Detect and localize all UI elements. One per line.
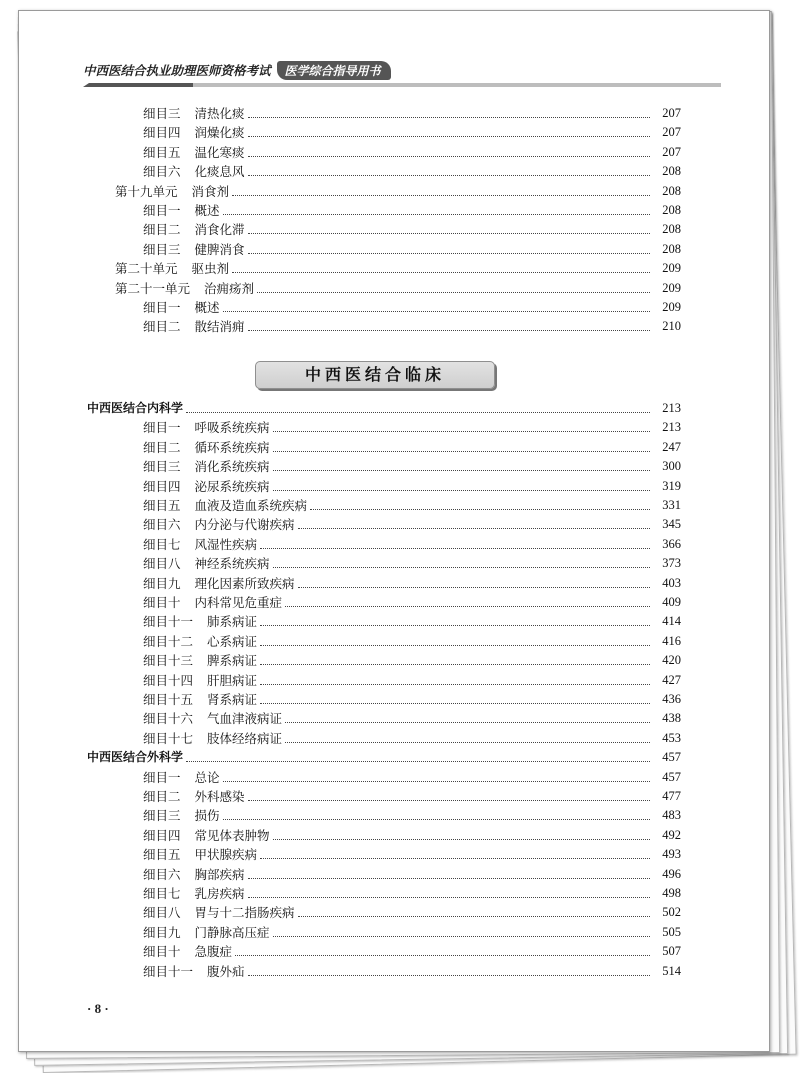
toc-entry-page: 345 bbox=[662, 517, 681, 532]
toc-entry-number: 细目四 bbox=[143, 478, 181, 494]
toc-entry-title: 内科常见危重症 bbox=[194, 595, 283, 610]
toc-entry-label bbox=[143, 903, 295, 922]
toc-entry-page: 403 bbox=[662, 575, 681, 590]
toc-entry-page: 496 bbox=[662, 866, 681, 881]
dot-leader bbox=[260, 703, 650, 704]
toc-entry-number: 细目一 bbox=[143, 420, 181, 436]
toc-entry-title: 清热化痰 bbox=[194, 106, 245, 121]
toc-entry-label bbox=[143, 496, 307, 515]
toc-entry-page: 493 bbox=[662, 847, 681, 862]
toc-entry-number: 细目六 bbox=[143, 517, 181, 533]
dot-leader bbox=[273, 470, 650, 471]
toc-entry-label bbox=[143, 923, 270, 942]
header-title: 中西医结合执业助理医师资格考试 bbox=[83, 63, 271, 78]
toc-entry-title: 急腹症 bbox=[194, 944, 233, 960]
dot-leader bbox=[260, 858, 650, 859]
toc-entry-number: 细目一 bbox=[143, 769, 181, 785]
toc-entry-title: 消化系统疾病 bbox=[194, 459, 270, 475]
toc-entry-number: 第二十一单元 bbox=[115, 280, 191, 296]
toc-entry bbox=[143, 104, 681, 123]
toc-entry-number: 细目二 bbox=[143, 222, 181, 238]
toc-entry-number: 细目六 bbox=[143, 164, 181, 180]
toc-entry-label bbox=[143, 671, 257, 690]
toc-entry bbox=[143, 220, 681, 239]
toc-entry bbox=[143, 768, 681, 787]
toc-entry bbox=[143, 865, 681, 884]
toc-entry-label bbox=[143, 942, 232, 961]
toc-entry-page: 210 bbox=[662, 319, 681, 334]
toc-entry-number: 细目十五 bbox=[143, 692, 194, 707]
toc-entry-title: 甲状腺疾病 bbox=[194, 847, 258, 863]
dot-leader bbox=[232, 195, 650, 196]
toc-entry-page: 373 bbox=[662, 556, 681, 571]
toc-entry-number: 细目七 bbox=[143, 886, 181, 901]
toc-entry bbox=[143, 240, 681, 259]
dot-leader bbox=[248, 800, 650, 801]
toc-entry-title: 驱虫剂 bbox=[191, 261, 230, 277]
dot-leader bbox=[310, 509, 650, 510]
toc-entry-label bbox=[143, 457, 270, 476]
toc-entry-label bbox=[143, 554, 270, 573]
toc-entry-number: 细目三 bbox=[143, 459, 181, 475]
toc-entry-title: 消食化滞 bbox=[194, 222, 245, 238]
toc-entry-page: 498 bbox=[662, 886, 681, 900]
toc-unit-entry bbox=[115, 182, 681, 201]
toc-entry-title: 循环系统疾病 bbox=[194, 439, 270, 455]
toc-entry-number: 细目八 bbox=[143, 556, 181, 572]
toc-entry-label bbox=[143, 220, 245, 239]
toc-entry-label bbox=[87, 748, 183, 767]
toc-entry bbox=[143, 671, 681, 690]
toc-entry bbox=[143, 457, 681, 476]
toc-entry bbox=[143, 903, 681, 922]
toc-entry bbox=[143, 612, 681, 631]
toc-entry-label bbox=[143, 574, 295, 593]
toc-entry-title: 内分泌与代谢疾病 bbox=[194, 517, 295, 533]
toc-entry-number: 细目十二 bbox=[143, 633, 194, 649]
toc-entry bbox=[143, 923, 681, 942]
toc-entry bbox=[143, 826, 681, 845]
toc-entry bbox=[143, 632, 681, 651]
dot-leader bbox=[248, 878, 650, 879]
toc-entry bbox=[143, 729, 681, 748]
toc-entry-page: 483 bbox=[662, 808, 681, 823]
toc-entry-number: 细目五 bbox=[143, 498, 181, 513]
toc-entry-label bbox=[143, 612, 257, 631]
toc-entry-number: 细目二 bbox=[143, 789, 181, 804]
toc-entry-title: 常见体表肿物 bbox=[194, 827, 270, 843]
toc-entry-label bbox=[115, 279, 254, 298]
toc-entry-number: 细目二 bbox=[143, 319, 181, 335]
toc-entry-title: 总论 bbox=[194, 769, 220, 785]
toc-entry-title: 气血津液病证 bbox=[207, 711, 283, 727]
toc-entry-title: 泌尿系统疾病 bbox=[194, 478, 270, 494]
dot-leader bbox=[285, 742, 650, 743]
toc-entry-label bbox=[143, 787, 245, 806]
toc-entry-label bbox=[143, 162, 245, 181]
dot-leader bbox=[260, 645, 650, 646]
toc-entry-label bbox=[143, 515, 295, 534]
toc-entry-page: 208 bbox=[662, 222, 681, 237]
toc-entry-page: 416 bbox=[662, 633, 681, 648]
toc-entry-page: 213 bbox=[662, 420, 681, 435]
toc-entry bbox=[143, 574, 681, 593]
toc-entry-label bbox=[143, 690, 257, 709]
toc-entry-number: 细目十七 bbox=[143, 730, 194, 746]
toc-entry bbox=[143, 806, 681, 825]
toc-entry bbox=[143, 690, 681, 709]
toc-entry-number: 细目十 bbox=[143, 595, 181, 610]
toc-entry-number: 细目五 bbox=[143, 847, 181, 863]
toc-entry-title: 润燥化痰 bbox=[194, 125, 245, 141]
toc-entry-title: 胃与十二指肠疾病 bbox=[194, 905, 295, 921]
toc-entry-page: 414 bbox=[662, 614, 681, 629]
dot-leader bbox=[260, 664, 650, 665]
toc-entry bbox=[143, 651, 681, 670]
toc-entry-page: 453 bbox=[662, 730, 681, 745]
toc-entry-number: 细目八 bbox=[143, 905, 181, 921]
toc-entry-title: 理化因素所致疾病 bbox=[194, 575, 295, 591]
toc-entry-label bbox=[143, 806, 220, 825]
dot-leader bbox=[298, 916, 650, 917]
toc-entry-title: 血液及造血系统疾病 bbox=[194, 498, 308, 513]
toc-entry bbox=[143, 143, 681, 162]
toc-entry-title: 肺系病证 bbox=[207, 614, 258, 630]
header-rule bbox=[83, 83, 721, 87]
toc-entry-page: 409 bbox=[662, 595, 681, 609]
toc-entry-title: 健脾消食 bbox=[194, 241, 245, 257]
dot-leader bbox=[248, 897, 650, 898]
dot-leader bbox=[285, 606, 650, 607]
toc-entry-page: 436 bbox=[662, 692, 681, 706]
toc-entry-number: 细目三 bbox=[143, 241, 181, 257]
toc-entry-label bbox=[143, 477, 270, 496]
dot-leader bbox=[248, 253, 650, 254]
toc-entry-label bbox=[143, 865, 245, 884]
toc-entry-page: 477 bbox=[662, 789, 681, 803]
running-header bbox=[83, 59, 391, 81]
toc-chapter-entry bbox=[87, 748, 681, 767]
toc-entry-label bbox=[87, 399, 183, 418]
toc-entry-label bbox=[143, 962, 245, 981]
toc-entry-title: 化痰息风 bbox=[194, 164, 245, 180]
toc-entry-label bbox=[143, 768, 220, 787]
toc-entry-label bbox=[143, 845, 257, 864]
toc-entry-number: 细目十一 bbox=[143, 614, 194, 630]
dot-leader bbox=[273, 839, 650, 840]
dot-leader bbox=[285, 722, 650, 723]
toc-entry-number: 细目十 bbox=[143, 944, 181, 960]
toc-entry-page: 209 bbox=[662, 300, 681, 314]
toc-entry-number: 第十九单元 bbox=[115, 183, 178, 199]
toc-entry-number: 细目九 bbox=[143, 924, 181, 940]
toc-chapter-entry bbox=[87, 399, 681, 418]
page-number: · 8 · bbox=[87, 1001, 109, 1016]
toc-entry-page: 300 bbox=[662, 459, 681, 474]
dot-leader bbox=[298, 587, 650, 588]
dot-leader bbox=[223, 781, 650, 782]
toc-entry-label bbox=[143, 240, 245, 259]
toc-entry-page: 319 bbox=[662, 478, 681, 493]
toc-entry-label bbox=[143, 826, 270, 845]
toc-entry bbox=[143, 845, 681, 864]
toc-entry bbox=[143, 884, 681, 903]
toc-entry-page: 207 bbox=[662, 125, 681, 140]
dot-leader bbox=[273, 431, 650, 432]
toc-entry-title: 呼吸系统疾病 bbox=[194, 420, 270, 436]
toc-entry-label bbox=[143, 317, 245, 336]
dot-leader bbox=[273, 936, 650, 937]
toc-entry-label bbox=[143, 729, 282, 748]
toc-entry bbox=[143, 593, 681, 612]
toc-entry bbox=[143, 438, 681, 457]
dot-leader bbox=[248, 975, 650, 976]
toc-entry-page: 209 bbox=[662, 280, 681, 295]
toc-entry-page: 331 bbox=[662, 498, 681, 512]
toc-entry-page: 438 bbox=[662, 711, 681, 726]
dot-leader bbox=[248, 175, 650, 176]
toc-entry-number: 第二十单元 bbox=[115, 261, 178, 277]
toc-entry-title: 损伤 bbox=[194, 808, 220, 824]
toc-entry-page: 514 bbox=[662, 963, 681, 978]
dot-leader bbox=[223, 214, 650, 215]
toc-entry-number: 细目一 bbox=[143, 203, 181, 218]
toc-entry-number: 细目四 bbox=[143, 827, 181, 843]
dot-leader bbox=[248, 156, 650, 157]
dot-leader bbox=[223, 311, 650, 312]
toc-entry-label bbox=[143, 709, 282, 728]
toc-entry bbox=[143, 709, 681, 728]
dot-leader bbox=[260, 625, 650, 626]
toc-entry-title: 消食剂 bbox=[191, 183, 230, 199]
toc-entry-title: 中西医结合内科学 bbox=[87, 401, 184, 415]
dot-leader bbox=[273, 490, 650, 491]
toc-entry-number: 细目十六 bbox=[143, 711, 194, 727]
toc-entry-title: 乳房疾病 bbox=[194, 886, 245, 901]
toc-entry-page: 366 bbox=[662, 536, 681, 551]
toc-entry-label bbox=[143, 298, 220, 317]
toc-entry-page: 502 bbox=[662, 905, 681, 920]
toc-entry-label bbox=[143, 104, 245, 123]
toc-entry bbox=[143, 962, 681, 981]
toc-entry-title: 心系病证 bbox=[207, 633, 258, 649]
toc-entry-number: 细目四 bbox=[143, 125, 181, 141]
toc-entry-label bbox=[143, 201, 220, 220]
toc-entry-label bbox=[143, 123, 245, 142]
document-page bbox=[18, 10, 770, 1052]
header-badge: 医学综合指导用书 bbox=[277, 61, 391, 80]
toc-entry bbox=[143, 162, 681, 181]
toc-entry-number: 细目七 bbox=[143, 536, 181, 552]
toc-entry-number: 细目六 bbox=[143, 866, 181, 882]
toc-entry-title: 神经系统疾病 bbox=[194, 556, 270, 572]
toc-entry bbox=[143, 201, 681, 220]
section-banner: 中西医结合临床 bbox=[255, 361, 495, 389]
toc-entry-page: 457 bbox=[662, 750, 681, 765]
toc-entry-label bbox=[143, 651, 257, 670]
toc-entry-label bbox=[143, 418, 270, 437]
toc-entry-page: 207 bbox=[662, 144, 681, 159]
toc-entry-title: 治痈疡剂 bbox=[204, 280, 255, 296]
dot-leader bbox=[248, 330, 650, 331]
toc-entry-title: 温化寒痰 bbox=[194, 144, 245, 160]
toc-entry-title: 中西医结合外科学 bbox=[87, 750, 184, 765]
toc-entry-number: 细目十一 bbox=[143, 963, 194, 979]
toc-entry-page: 247 bbox=[662, 439, 681, 454]
toc-entry-number: 细目三 bbox=[143, 808, 181, 824]
toc-entry-label bbox=[143, 884, 245, 903]
toc-entry-label bbox=[115, 182, 229, 201]
toc-entry-title: 门静脉高压症 bbox=[194, 924, 270, 940]
dot-leader bbox=[260, 548, 650, 549]
toc-entry bbox=[143, 418, 681, 437]
toc-entry bbox=[143, 123, 681, 142]
toc-entry bbox=[143, 515, 681, 534]
toc-entry-title: 肢体经络病证 bbox=[207, 730, 283, 746]
dot-leader bbox=[257, 292, 650, 293]
dot-leader bbox=[232, 272, 650, 273]
toc-entry-title: 脾系病证 bbox=[207, 653, 258, 669]
toc-entry-label bbox=[115, 259, 229, 278]
dot-leader bbox=[260, 684, 650, 685]
toc-entry-number: 细目一 bbox=[143, 300, 181, 315]
toc-entry-label bbox=[143, 632, 257, 651]
toc-entry-number: 细目五 bbox=[143, 144, 181, 160]
toc-entry-label bbox=[143, 535, 257, 554]
toc-entry-title: 肾系病证 bbox=[207, 692, 258, 707]
dot-leader bbox=[235, 955, 650, 956]
dot-leader bbox=[248, 117, 650, 118]
toc-entry-page: 213 bbox=[662, 401, 681, 415]
toc-entry-label bbox=[143, 593, 282, 612]
dot-leader bbox=[223, 819, 650, 820]
dot-leader bbox=[298, 528, 650, 529]
dot-leader bbox=[248, 136, 650, 137]
toc-entry bbox=[143, 942, 681, 961]
toc-entry-title: 胸部疾病 bbox=[194, 866, 245, 882]
toc-entry-title: 外科感染 bbox=[194, 789, 245, 804]
toc-entry-page: 505 bbox=[662, 924, 681, 939]
dot-leader bbox=[273, 451, 650, 452]
toc-entry-title: 腹外疝 bbox=[207, 963, 245, 979]
toc-entry-page: 208 bbox=[662, 203, 681, 217]
dot-leader bbox=[273, 567, 650, 568]
toc-entry bbox=[143, 496, 681, 515]
toc-entry-number: 细目十四 bbox=[143, 672, 194, 688]
toc-entry-page: 208 bbox=[662, 164, 681, 179]
toc-unit-entry bbox=[115, 259, 681, 278]
toc-entry bbox=[143, 317, 681, 336]
toc-entry-page: 507 bbox=[662, 944, 681, 959]
toc-entry-title: 肝胆病证 bbox=[207, 672, 258, 688]
toc-entry-number: 细目九 bbox=[143, 575, 181, 591]
dot-leader bbox=[248, 233, 650, 234]
dot-leader bbox=[186, 761, 650, 762]
toc-entry-label bbox=[143, 143, 245, 162]
toc-entry-page: 457 bbox=[662, 769, 681, 784]
toc-entry bbox=[143, 477, 681, 496]
toc-entry bbox=[143, 787, 681, 806]
toc-entry-number: 细目三 bbox=[143, 106, 181, 121]
dot-leader bbox=[186, 412, 650, 413]
toc-entry bbox=[143, 298, 681, 317]
toc-entry bbox=[143, 535, 681, 554]
toc-entry bbox=[143, 554, 681, 573]
toc-entry-label bbox=[143, 438, 270, 457]
toc-entry-number: 细目二 bbox=[143, 439, 181, 455]
toc-entry-page: 208 bbox=[662, 183, 681, 198]
toc-entry-title: 风湿性疾病 bbox=[194, 536, 258, 552]
toc-entry-title: 概述 bbox=[194, 203, 220, 218]
toc-entry-number: 细目十三 bbox=[143, 653, 194, 669]
toc-entry-page: 209 bbox=[662, 261, 681, 276]
toc-unit-entry bbox=[115, 279, 681, 298]
toc-entry-page: 427 bbox=[662, 672, 681, 687]
toc-entry-title: 散结消痈 bbox=[194, 319, 245, 335]
toc-entry-page: 420 bbox=[662, 653, 681, 668]
toc-entry-title: 概述 bbox=[194, 300, 220, 315]
toc-entry-page: 492 bbox=[662, 827, 681, 842]
toc-entry-page: 208 bbox=[662, 241, 681, 256]
toc-entry-page: 207 bbox=[662, 106, 681, 120]
